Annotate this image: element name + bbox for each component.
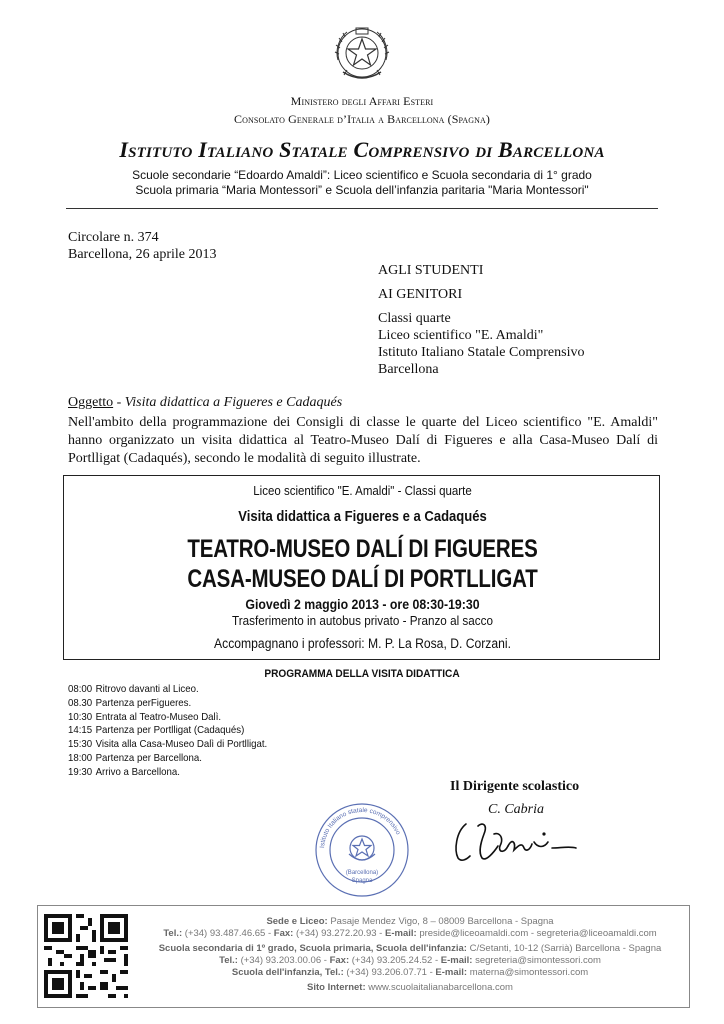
- footer-value: Pasaje Mendez Vigo, 8 – 08009 Barcellona - Spagna: [330, 916, 554, 927]
- footer-value: (+34) 93.487.46.65: [184, 928, 266, 939]
- subject-line: [68, 395, 342, 411]
- footer-label: Scuola secondaria di 1º grado, Scuola primaria, Scuola dell'infanzia:: [158, 943, 467, 954]
- footer-value: (+34) 93.205.24.52: [351, 955, 433, 966]
- recipient-line: Istituto Italiano Statale Comprensivo: [378, 345, 585, 360]
- director-name: C. Cabria: [488, 802, 545, 817]
- schedule-item: [68, 697, 344, 711]
- handwritten-signature-icon: [448, 812, 583, 870]
- footer-email-link[interactable]: segreteria@simontessori.com: [475, 955, 601, 966]
- footer-label: E-mail:: [385, 928, 417, 939]
- schedule-item: [68, 766, 344, 780]
- footer-label: Sito Internet:: [307, 982, 366, 993]
- footer-label: E-mail:: [435, 967, 468, 978]
- header-divider: [66, 208, 658, 209]
- program-schedule: [68, 683, 368, 780]
- recipient-line: Classi quarte: [378, 311, 451, 326]
- footer-website: [130, 982, 690, 993]
- recipients-block: [378, 262, 678, 378]
- footer-value: C/Setanti, 10-12 (Sarrià) Barcellona - Spagna: [469, 943, 662, 954]
- footer-label: Tel.:: [219, 955, 238, 966]
- event-visit-title: Visita didattica a Figueres e a Cadaqués: [238, 509, 487, 525]
- schedule-text: Partenza perFigueres.: [95, 696, 192, 709]
- footer-value: (+34) 93.203.00.06: [240, 955, 322, 966]
- event-main-title-1: TEATRO-MUSEO DALÍ DI FIGUERES: [187, 535, 538, 563]
- schedule-text: Visita alla Casa-Museo Dalì di Portlligat.: [95, 738, 268, 751]
- subject-text: Visita didattica a Figueres e Cadaqués: [124, 395, 343, 410]
- consulate-heading: Consolato Generale d’Italia a Barcellona (Spagna): [234, 112, 490, 126]
- schedule-text: Ritrovo davanti al Liceo.: [95, 683, 199, 695]
- recipient-line: AI GENITORI: [378, 287, 463, 302]
- subject-separator: -: [113, 395, 125, 410]
- footer-label: Fax:: [329, 955, 350, 966]
- schedule-text: Entrata al Teatro-Museo Dalì.: [95, 710, 222, 723]
- schedule-item: [68, 724, 344, 738]
- event-teachers: Accompagnano i professori: M. P. La Rosa, D. Corzani.: [214, 636, 511, 651]
- svg-text:(Barcellona): (Barcellona): [345, 870, 379, 876]
- schedule-time: 08:00: [68, 683, 93, 695]
- footer-label: Fax:: [273, 928, 294, 939]
- footer-email-link[interactable]: materna@simontessori.com: [469, 967, 589, 978]
- qr-code-icon[interactable]: [44, 913, 128, 999]
- footer-value: (+34) 93.272.20.93: [295, 928, 377, 939]
- footer-value: (+34) 93.206.07.71: [346, 967, 427, 978]
- event-date: Giovedì 2 maggio 2013 - ore 08:30-19:30: [245, 596, 480, 612]
- footer-label: Scuola dell'infanzia, Tel.:: [231, 967, 344, 978]
- schools-subtitle-2: Scuola primaria “Maria Montessori” e Scuola dell’infanzia paritaria "Maria Montessori": [135, 183, 589, 197]
- event-classes: Liceo scientifico "E. Amaldi" - Classi quarte: [253, 484, 472, 498]
- schedule-time: 10:30: [68, 710, 93, 723]
- intro-paragraph: Nell'ambito della programmazione dei Consigli di classe le quarte del Liceo scientifico "E. Amaldi" hanno organizzato un visita didattica al Teatro-Museo Dalí di Figueres e alla Casa-Museo Dalí di Portlligat (Cadaqués), secondo le modalità di seguito illustrate.: [68, 415, 658, 466]
- ministry-heading: Ministero degli Affari Esteri: [290, 94, 434, 108]
- schedule-item: [68, 683, 344, 697]
- schedule-time: 15:30: [68, 738, 93, 751]
- footer-contacts-2: Tel.: (+34) 93.203.00.06 - Fax: (+34) 93.205.24.52 - E-mail: segreteria@simontessori.com: [219, 955, 601, 966]
- website-link[interactable]: www.scuolaitalianabarcellona.com: [368, 982, 513, 993]
- recipient-line: AGLI STUDENTI: [378, 263, 484, 278]
- schedule-time: 18:00: [68, 751, 93, 764]
- footer-label: Sede e Liceo:: [266, 916, 328, 927]
- institute-title: Istituto Italiano Statale Comprensivo di Barcellona: [119, 137, 605, 162]
- footer-address: [130, 916, 690, 927]
- schedule-time: 19:30: [68, 765, 93, 778]
- footer-label: E-mail:: [440, 955, 473, 966]
- schedule-item: [68, 752, 344, 766]
- footer-contacts-3: Scuola dell'infanzia, Tel.: (+34) 93.206.07.71 - E-mail: materna@simontessori.com: [231, 967, 589, 978]
- italian-republic-emblem-icon: [329, 20, 395, 90]
- schedule-text: Partenza per Barcellona.: [95, 751, 202, 764]
- schedule-time: 14:15: [68, 724, 93, 737]
- event-main-title-2: CASA-MUSEO DALÍ DI PORTLLIGAT: [187, 565, 538, 593]
- event-box: [63, 475, 660, 660]
- svg-text:Spagna: Spagna: [351, 878, 373, 884]
- schedule-time: 08.30: [68, 696, 93, 709]
- circular-number: Circolare n. 374: [68, 230, 159, 245]
- recipient-line: Barcellona: [378, 362, 439, 377]
- program-title: PROGRAMMA DELLA VISITA DIDATTICA: [264, 668, 460, 680]
- recipient-line: Liceo scientifico "E. Amaldi": [378, 328, 544, 343]
- schedule-text: Partenza per Portlligat (Cadaqués): [95, 724, 245, 737]
- subject-label: Oggetto: [68, 395, 114, 410]
- letter-date: Barcellona, 26 aprile 2013: [68, 247, 217, 262]
- svg-text:Istituto Italiano statale comp: Istituto Italiano statale comprensivo: [319, 806, 402, 849]
- event-transfer: Trasferimento in autobus privato - Pranzo al sacco: [232, 613, 493, 628]
- school-stamp-icon: [312, 800, 412, 900]
- footer-address-2: [130, 943, 690, 954]
- schedule-text: Arrivo a Barcellona.: [95, 765, 180, 778]
- schools-subtitle-1: Scuole secondarie “Edoardo Amaldi”: Liceo scientifico e Scuola secondaria di 1° grado: [132, 168, 592, 182]
- schedule-item: [68, 711, 344, 725]
- footer-label: Tel.:: [163, 928, 183, 939]
- schedule-item: [68, 738, 344, 752]
- footer-email-link[interactable]: preside@liceoamaldi.com - segreteria@liceoamaldi.com: [419, 928, 657, 939]
- director-title: Il Dirigente scolastico: [450, 779, 580, 794]
- footer-contacts: Tel.: (+34) 93.487.46.65 - Fax: (+34) 93.272.20.93 - E-mail: preside@liceoamaldi.com - segreteria@liceoamaldi.com: [163, 928, 657, 939]
